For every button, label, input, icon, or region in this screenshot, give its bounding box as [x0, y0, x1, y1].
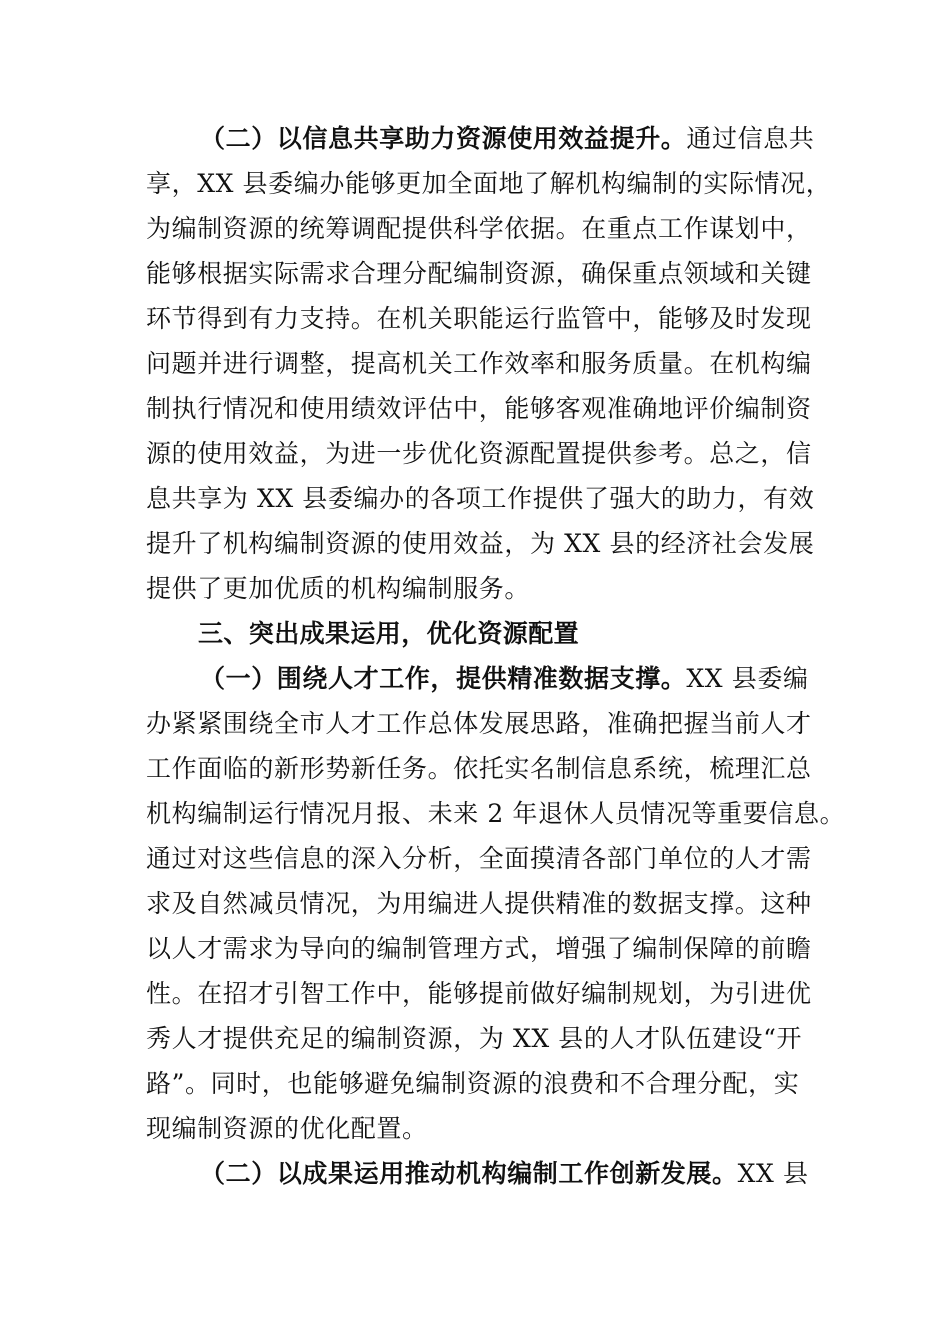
paragraph-2-line-7: 以人才需求为导向的编制管理方式，增强了编制保障的前瞻	[146, 934, 812, 963]
paragraph-1-line-5: 环节得到有力支持。在机关职能运行监管中，能够及时发现	[146, 304, 812, 333]
paragraph-3-line-1	[200, 1159, 809, 1189]
paragraph-2-lead: （一）围绕人才工作，提供精准数据支撑。	[200, 664, 687, 693]
paragraph-1-line-8: 源的使用效益，为进一步优化资源配置提供参考。总之，信	[146, 439, 812, 468]
paragraph-2-text: XX 县委编	[686, 664, 809, 693]
paragraph-1-line-6: 问题并进行调整，提高机关工作效率和服务质量。在机构编	[146, 349, 812, 378]
paragraph-1-line-11: 提供了更加优质的机构编制服务。	[146, 574, 531, 603]
paragraph-2-line-5: 通过对这些信息的深入分析，全面摸清各部门单位的人才需	[146, 844, 812, 873]
paragraph-2-line-6: 求及自然减员情况，为用编进人提供精准的数据支撑。这种	[146, 889, 812, 918]
paragraph-2-line-8: 性。在招才引智工作中，能够提前做好编制规划，为引进优	[146, 979, 812, 1008]
paragraph-1-line-9: 息共享为 XX 县委编办的各项工作提供了强大的助力，有效	[146, 484, 815, 513]
paragraph-2-line-9: 秀人才提供充足的编制资源，为 XX 县的人才队伍建设“开	[146, 1024, 803, 1053]
paragraph-2-line-2: 办紧紧围绕全市人才工作总体发展思路，准确把握当前人才	[146, 709, 812, 738]
section-heading: 三、突出成果运用，优化资源配置	[198, 619, 580, 648]
paragraph-3-lead: （二）以成果运用推动机构编制工作创新发展。	[200, 1159, 738, 1188]
paragraph-1-line-3: 为编制资源的统筹调配提供科学依据。在重点工作谋划中，	[146, 214, 812, 243]
paragraph-1-lead: （二）以信息共享助力资源使用效益提升。	[200, 124, 687, 153]
paragraph-3-text: XX 县	[737, 1159, 809, 1188]
paragraph-2-line-3: 工作面临的新形势新任务。依托实名制信息系统，梳理汇总	[146, 754, 812, 783]
paragraph-1-line-4: 能够根据实际需求合理分配编制资源，确保重点领域和关键	[146, 259, 812, 288]
paragraph-1-line-1	[200, 124, 814, 154]
paragraph-1-line-2: 享，XX 县委编办能够更加全面地了解机构编制的实际情况，	[146, 169, 832, 198]
paragraph-1-text: 通过信息共	[686, 124, 815, 153]
paragraph-2-line-4: 机构编制运行情况月报、未来 2 年退休人员情况等重要信息。	[146, 799, 846, 828]
paragraph-2-line-1	[200, 664, 809, 694]
paragraph-1-line-10: 提升了机构编制资源的使用效益，为 XX 县的经济社会发展	[146, 529, 815, 558]
paragraph-2-line-11: 现编制资源的优化配置。	[146, 1114, 428, 1143]
paragraph-2-line-10: 路”。同时，也能够避免编制资源的浪费和不合理分配，实	[146, 1069, 800, 1098]
paragraph-1-line-7: 制执行情况和使用绩效评估中，能够客观准确地评价编制资	[146, 394, 812, 423]
